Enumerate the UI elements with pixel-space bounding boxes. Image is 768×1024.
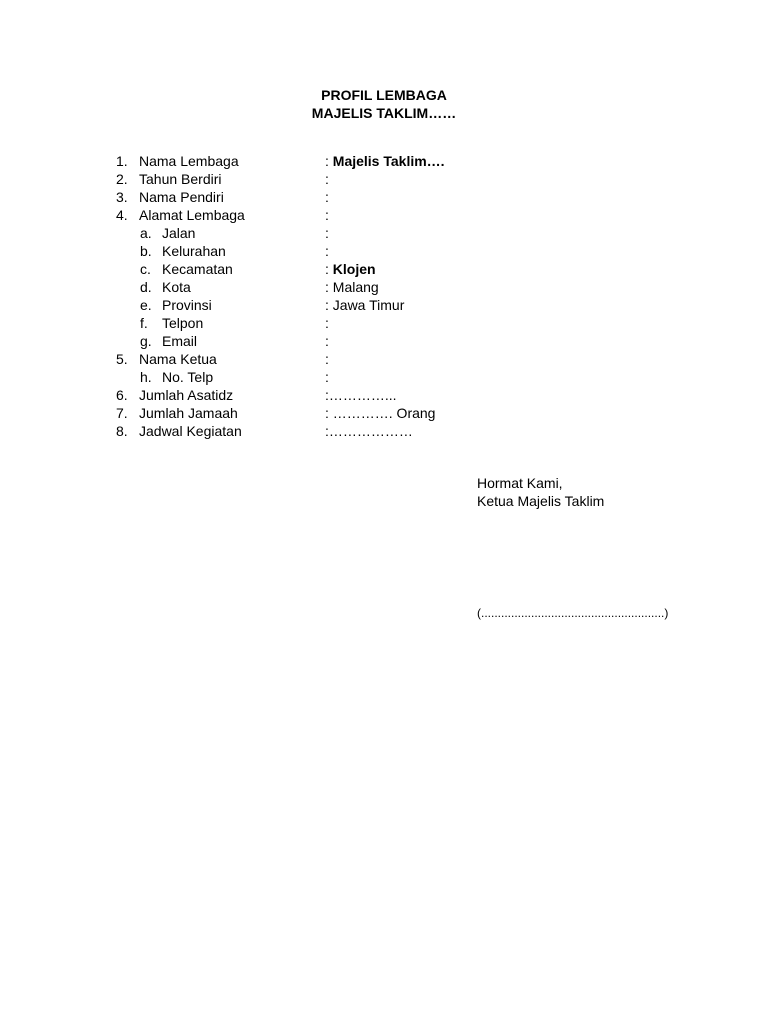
- field-number: 7.: [116, 405, 128, 421]
- field-row: [0, 332, 768, 350]
- document-title: PROFIL LEMBAGA: [321, 87, 447, 103]
- field-row: [0, 170, 768, 188]
- field-number: e.: [140, 297, 152, 313]
- field-label: Tahun Berdiri: [139, 171, 222, 187]
- field-colon: :: [325, 207, 329, 223]
- field-row: [0, 404, 768, 422]
- field-value: [325, 224, 329, 242]
- signature-name-placeholder: (.......................................................): [477, 606, 669, 620]
- field-colon: :: [325, 261, 333, 277]
- field-colon: :: [325, 171, 329, 187]
- field-number: c.: [140, 261, 151, 277]
- field-value: [325, 404, 435, 422]
- field-value-text: …………...: [328, 387, 397, 403]
- field-row: [0, 386, 768, 404]
- field-value: [325, 278, 379, 296]
- field-colon: :: [325, 279, 333, 295]
- field-label: Jumlah Asatidz: [139, 387, 234, 403]
- field-label: Jadwal Kegiatan: [139, 423, 242, 439]
- field-value: [325, 152, 445, 170]
- field-colon: :: [325, 387, 329, 403]
- field-colon: :: [325, 405, 333, 421]
- field-value: [325, 386, 397, 404]
- field-number: 4.: [116, 207, 128, 223]
- field-colon: :: [325, 153, 333, 169]
- field-label: Kelurahan: [162, 243, 226, 259]
- field-colon: :: [325, 333, 329, 349]
- field-number: 1.: [116, 153, 128, 169]
- field-number: g.: [140, 333, 152, 349]
- field-colon: :: [325, 423, 329, 439]
- field-label: Jumlah Jamaah: [139, 405, 238, 421]
- field-number: 6.: [116, 387, 128, 403]
- field-value-text: Jawa Timur: [332, 297, 405, 313]
- field-row: [0, 422, 768, 440]
- field-label: Telpon: [162, 315, 204, 331]
- field-label: Nama Lembaga: [139, 153, 239, 169]
- field-colon: :: [325, 297, 333, 313]
- field-row: [0, 278, 768, 296]
- field-number: b.: [140, 243, 152, 259]
- field-value: [325, 242, 329, 260]
- field-number: f.: [140, 315, 148, 331]
- field-colon: :: [325, 369, 329, 385]
- field-row: [0, 368, 768, 386]
- field-value: [325, 260, 376, 278]
- signature-greeting: Hormat Kami,: [477, 475, 563, 491]
- field-row: [0, 260, 768, 278]
- field-value: [325, 314, 329, 332]
- field-number: 8.: [116, 423, 128, 439]
- field-row: [0, 314, 768, 332]
- field-value-text: ………………: [328, 423, 413, 439]
- field-label: Alamat Lembaga: [139, 207, 245, 223]
- field-row: [0, 152, 768, 170]
- field-row: [0, 224, 768, 242]
- field-number: 2.: [116, 171, 128, 187]
- field-value-text: Malang: [332, 279, 379, 295]
- field-label: Kota: [162, 279, 191, 295]
- field-row: [0, 350, 768, 368]
- document-subtitle: MAJELIS TAKLIM……: [311, 105, 457, 121]
- field-colon: :: [325, 189, 329, 205]
- field-value-text: Majelis Taklim….: [332, 153, 445, 169]
- field-colon: :: [325, 243, 329, 259]
- field-value: [325, 188, 329, 206]
- field-label: Nama Pendiri: [139, 189, 224, 205]
- field-colon: :: [325, 315, 329, 331]
- field-label: Email: [162, 333, 198, 349]
- field-value: [325, 206, 329, 224]
- field-label: Jalan: [162, 225, 196, 241]
- field-value: [325, 332, 329, 350]
- field-row: [0, 188, 768, 206]
- field-value-text: Klojen: [332, 261, 376, 277]
- field-label: Provinsi: [162, 297, 212, 313]
- field-value: [325, 368, 329, 386]
- field-value: [325, 422, 413, 440]
- field-number: h.: [140, 369, 152, 385]
- signature-role: Ketua Majelis Taklim: [477, 493, 605, 509]
- field-row: [0, 242, 768, 260]
- field-colon: :: [325, 225, 329, 241]
- field-label: No. Telp: [162, 369, 214, 385]
- field-label: Kecamatan: [162, 261, 233, 277]
- field-value: [325, 170, 329, 188]
- field-number: a.: [140, 225, 152, 241]
- field-number: 5.: [116, 351, 128, 367]
- field-row: [0, 206, 768, 224]
- field-value: [325, 296, 404, 314]
- field-value: [325, 350, 329, 368]
- field-colon: :: [325, 351, 329, 367]
- field-number: 3.: [116, 189, 128, 205]
- field-row: [0, 296, 768, 314]
- field-value-text: …………. Orang: [332, 405, 436, 421]
- field-number: d.: [140, 279, 152, 295]
- field-label: Nama Ketua: [139, 351, 217, 367]
